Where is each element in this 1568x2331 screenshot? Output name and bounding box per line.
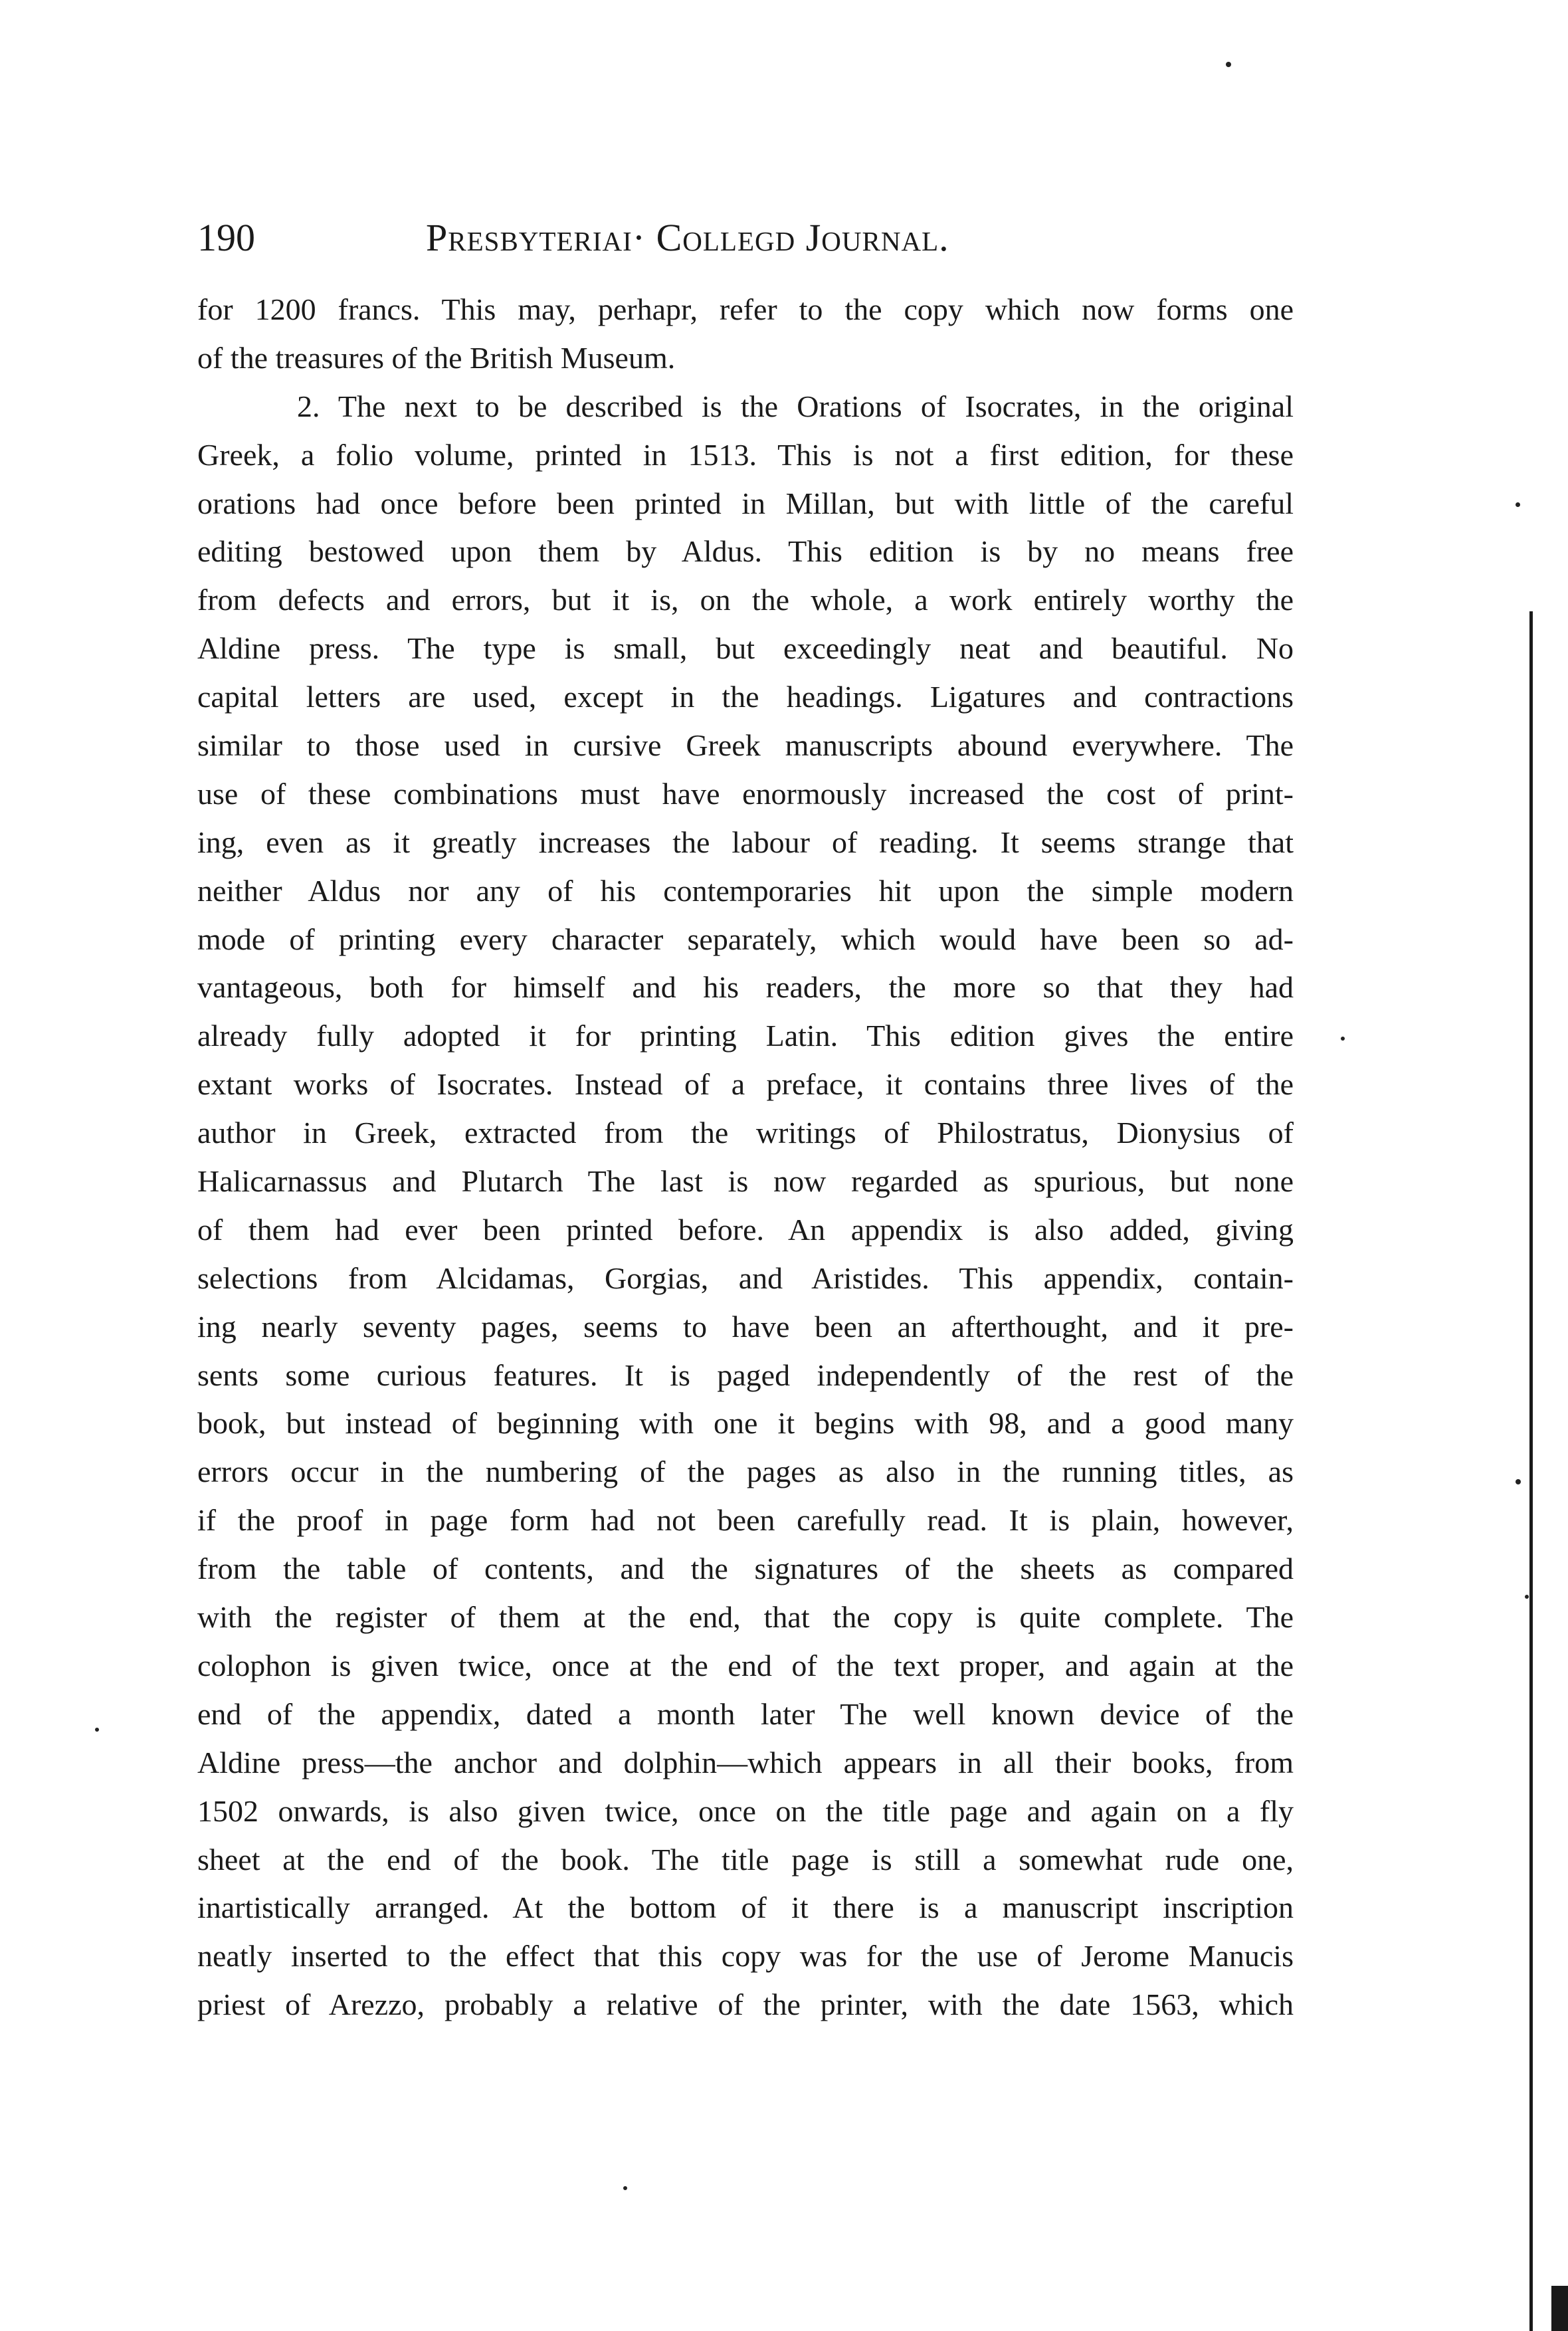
text-line: Aldine press. The type is small, but exceedingly neat and beautiful. No xyxy=(197,631,1294,666)
page-header xyxy=(197,211,1294,264)
text-line: sheet at the end of the book. The title page is still a somewhat rude one, xyxy=(197,1842,1294,1876)
text-line: neatly inserted to the effect that this copy was for the use of Jerome Manucis xyxy=(197,1939,1294,1974)
scan-speck xyxy=(1341,1037,1345,1041)
text-line: Halicarnassus and Plutarch The last is now regarded as spurious, but none xyxy=(197,1164,1294,1199)
text-line: already fully adopted it for printing Latin. This edition gives the entire xyxy=(197,1019,1294,1053)
scan-speck xyxy=(623,2186,627,2190)
text-line: ing, even as it greatly increases the labour of reading. It seems strange that xyxy=(197,825,1294,859)
running-title: Presbyteriai· Collegd Journal. xyxy=(426,216,949,259)
scan-speck xyxy=(1525,1595,1529,1599)
text-line: similar to those used in cursive Greek manuscripts abound everywhere. The xyxy=(197,728,1294,763)
text-line: colophon is given twice, once at the end of the text proper, and again at the xyxy=(197,1648,1294,1682)
text-line: with the register of them at the end, that the copy is quite complete. The xyxy=(197,1600,1294,1635)
text-line: inartistically arranged. At the bottom of it there is a manuscript inscription xyxy=(197,1890,1294,1925)
text-line: from the table of contents, and the signatures of the sheets as compared xyxy=(197,1552,1294,1586)
text-line: of them had ever been printed before. An appendix is also added, giving xyxy=(197,1212,1294,1247)
text-line: 2. The next to be described is the Orations of Isocrates, in the original xyxy=(297,389,1294,423)
text-line: extant works of Isocrates. Instead of a preface, it contains three lives of the xyxy=(197,1067,1294,1102)
text-line: end of the appendix, dated a month later The well known device of the xyxy=(197,1696,1294,1731)
text-line: book, but instead of beginning with one it begins with 98, and a good many xyxy=(197,1406,1294,1441)
text-line: neither Aldus nor any of his contemporaries hit upon the simple modern xyxy=(197,873,1294,908)
text-line: for 1200 francs. This may, perhapr, refer to the copy which now forms one xyxy=(197,292,1294,326)
text-line: priest of Arezzo, probably a relative of the printer, with the date 1563, which xyxy=(197,1987,1294,2022)
text-line: if the proof in page form had not been carefully read. It is plain, however, xyxy=(197,1503,1294,1538)
page-number: 190 xyxy=(197,216,255,259)
text-line: vantageous, both for himself and his readers, the more so that they had xyxy=(197,970,1294,1005)
text-line: selections from Alcidamas, Gorgias, and Aristides. This appendix, contain- xyxy=(197,1261,1294,1295)
text-line: mode of printing every character separately, which would have been so ad- xyxy=(197,922,1294,956)
text-line: author in Greek, extracted from the writings of Philostratus, Dionysius of xyxy=(197,1116,1294,1150)
text-line: Aldine press—the anchor and dolphin—which appears in all their books, from xyxy=(197,1745,1294,1779)
text-line: editing bestowed upon them by Aldus. This edition is by no means free xyxy=(197,534,1294,569)
text-line: 1502 onwards, is also given twice, once on the title page and again on a fly xyxy=(197,1793,1294,1828)
scan-speck xyxy=(1226,62,1231,67)
page-edge-shadow xyxy=(1551,2286,1568,2331)
body-text xyxy=(197,286,1294,2029)
scan-speck xyxy=(1516,502,1520,507)
text-line: use of these combinations must have enormously increased the cost of print- xyxy=(197,776,1294,811)
scan-speck xyxy=(1516,1479,1521,1484)
text-line: orations had once before been printed in Millan, but with little of the careful xyxy=(197,486,1294,520)
text-line: errors occur in the numbering of the pages as also in the running titles, as xyxy=(197,1455,1294,1489)
text-line: capital letters are used, except in the headings. Ligatures and contractions xyxy=(197,680,1294,714)
text-line: ing nearly seventy pages, seems to have been an afterthought, and it pre- xyxy=(197,1309,1294,1344)
text-line: Greek, a folio volume, printed in 1513. This is not a first edition, for these xyxy=(197,437,1294,472)
text-line: sents some curious features. It is paged independently of the rest of the xyxy=(197,1358,1294,1392)
page-edge-shadow xyxy=(1529,611,1533,2331)
text-line: of the treasures of the British Museum. xyxy=(197,340,676,375)
text-line: from defects and errors, but it is, on the whole, a work entirely worthy the xyxy=(197,583,1294,617)
scan-speck xyxy=(95,1728,99,1732)
